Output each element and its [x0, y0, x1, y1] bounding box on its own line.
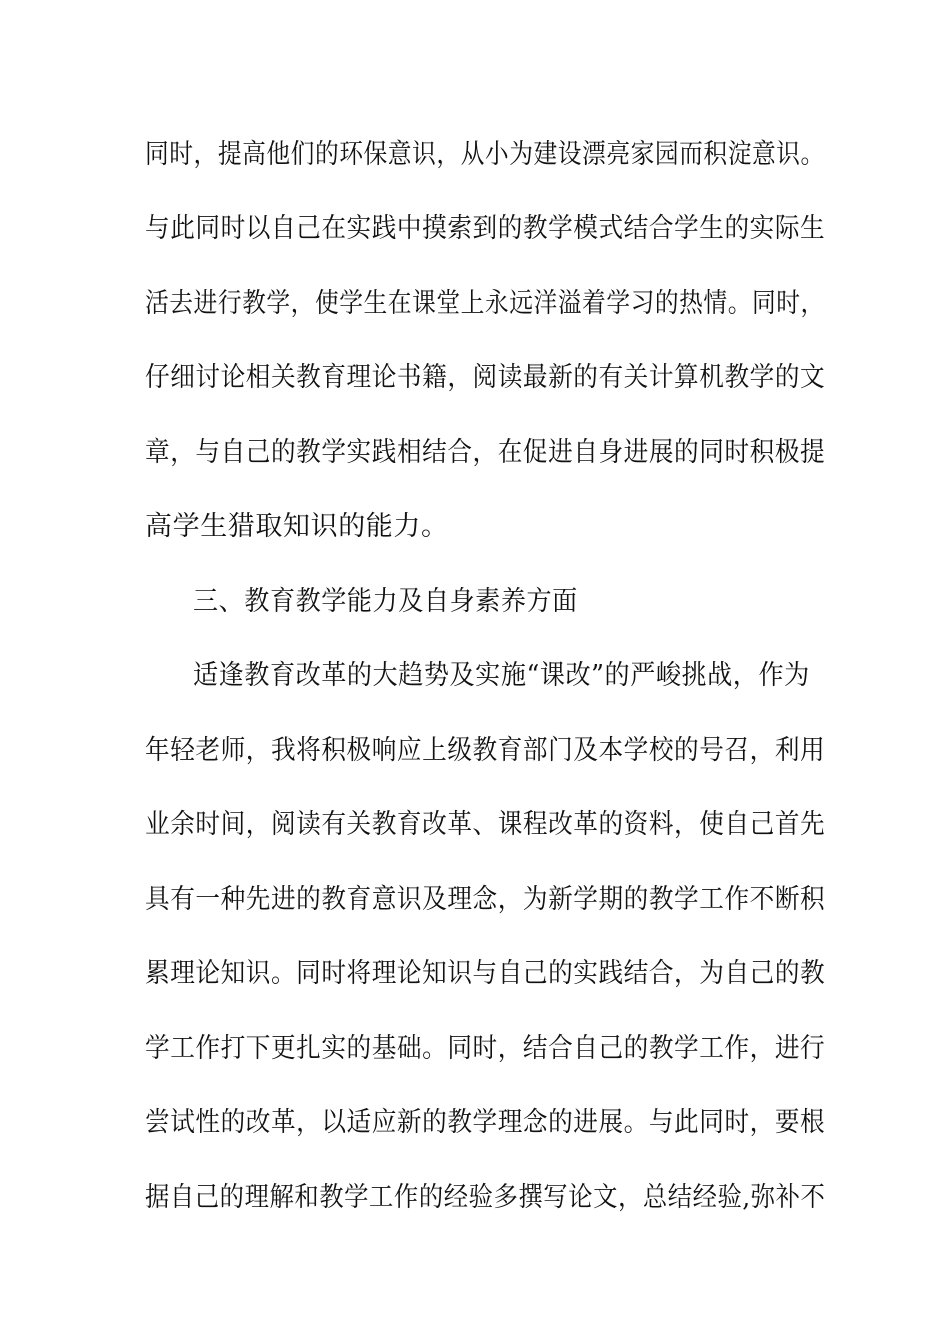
paragraph-line-14: 尝试性的改革，以适应新的教学理念的进展。与此同时，要根 [145, 1107, 826, 1138]
paragraph-line-10: 业余时间，阅读有关教育改革、课程改革的资料，使自己首先 [145, 809, 826, 840]
paragraph-line-2: 与此同时以自己在实践中摸索到的教学模式结合学生的实际生 [145, 213, 826, 244]
paragraph-line-13: 学工作打下更扎实的基础。同时，结合自己的教学工作，进行 [145, 1033, 826, 1064]
paragraph-line-4: 仔细讨论相关教育理论书籍，阅读最新的有关计算机教学的文 [145, 362, 826, 393]
paragraph-line-12: 累理论知识。同时将理论知识与自己的实践结合，为自己的教 [145, 958, 826, 989]
paragraph-line-5: 章，与自己的教学实践相结合，在促进自身进展的同时积极提 [145, 437, 826, 468]
paragraph-line-11: 具有一种先进的教育意识及理念，为新学期的教学工作不断积 [145, 884, 826, 915]
paragraph-line-15: 据自己的理解和教学工作的经验多撰写论文，总结经验,弥补不 [145, 1182, 826, 1213]
paragraph-line-6: 高学生猎取知识的能力。 [145, 511, 449, 542]
paragraph-line-8: 适逢教育改革的大趋势及实施“课改”的严峻挑战，作为 [193, 660, 810, 691]
paragraph-line-3: 活去进行教学，使学生在课堂上永远洋溢着学习的热情。同时， [145, 288, 825, 319]
section-heading: 三、教育教学能力及自身素养方面 [193, 586, 578, 617]
paragraph-line-1: 同时，提高他们的环保意识，从小为建设漂亮家园而积淀意识。 [145, 139, 825, 170]
paragraph-line-9: 年轻老师，我将积极响应上级教育部门及本学校的号召，利用 [145, 735, 826, 766]
